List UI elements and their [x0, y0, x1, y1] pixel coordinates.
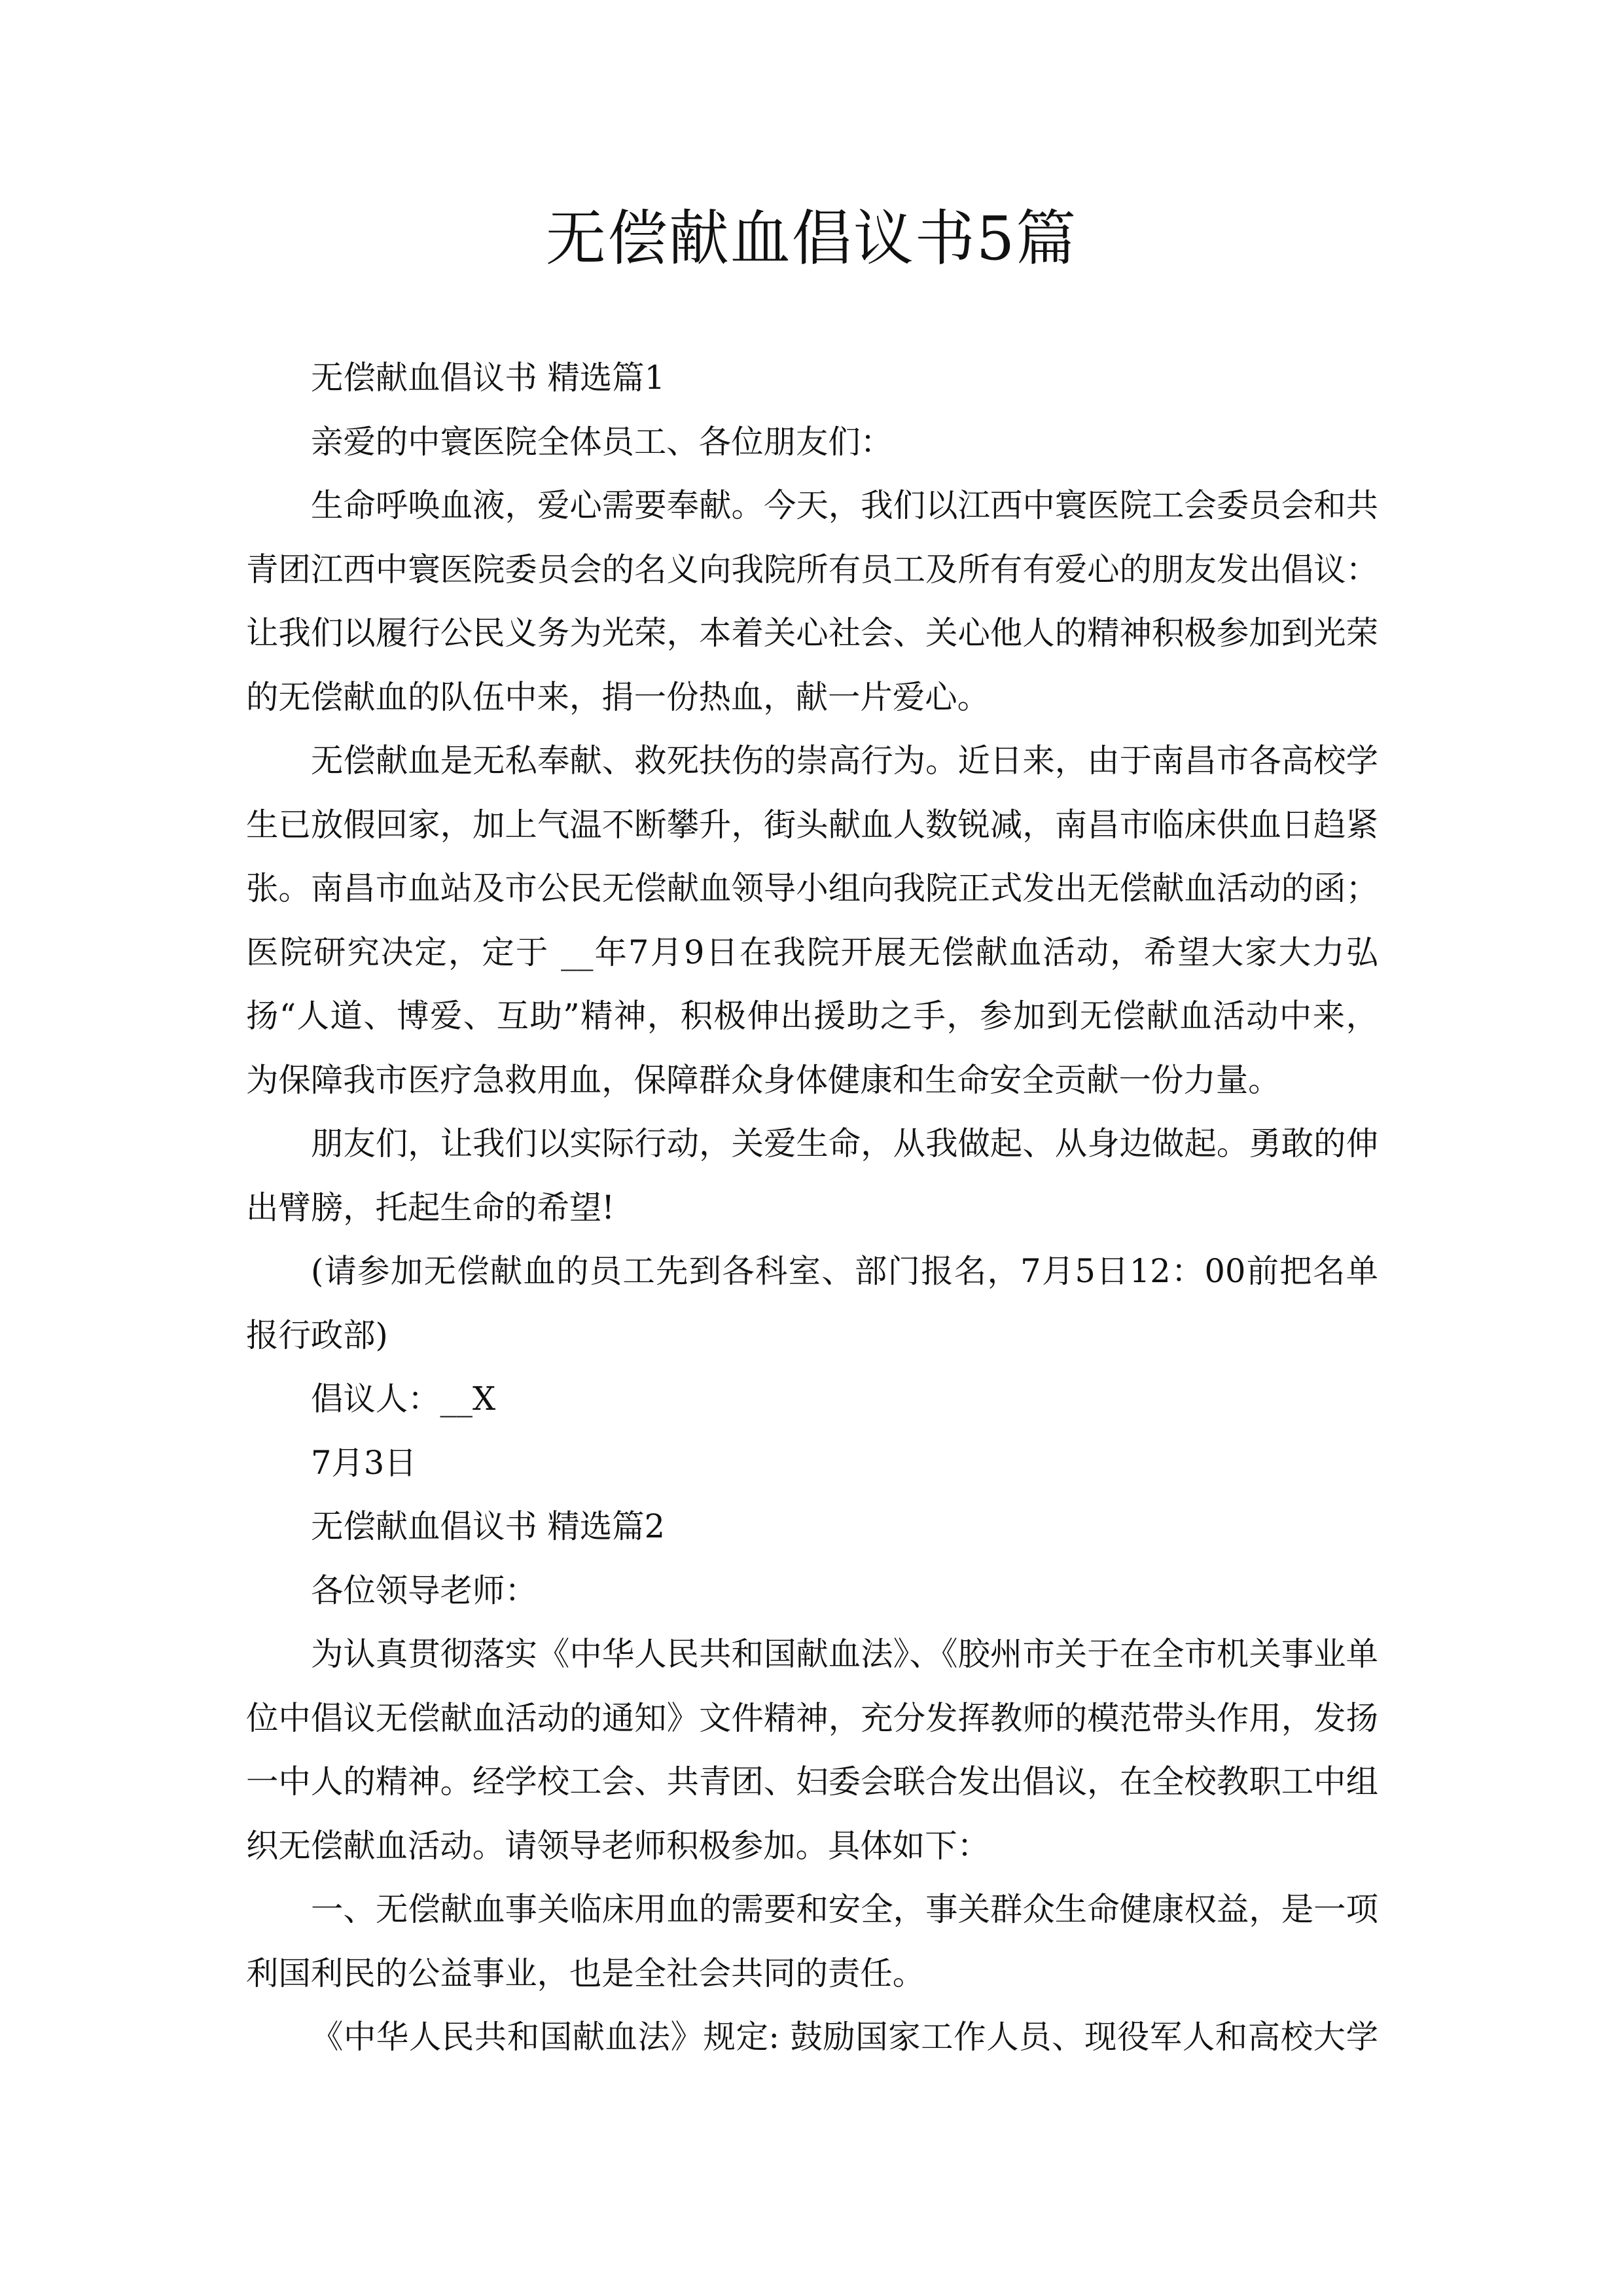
- paragraph: [246, 729, 1378, 1112]
- paragraph: [246, 1559, 1378, 1623]
- document-body: [246, 346, 1378, 2070]
- text-line: 7月3日: [311, 1443, 417, 1482]
- text-line: 扬“人道、博爱、互助”精神，积极伸出援助之手，参加到无偿献血活动中来，: [246, 997, 1378, 1035]
- text-line: 为保障我市医疗急救用血，保障群众身体健康和生命安全贡献一份力量。: [246, 1060, 1281, 1099]
- text-line: 《中华人民共和国献血法》规定: 鼓励国家工作人员、现役军人和高校大学: [311, 2018, 1378, 2056]
- paragraph: [246, 346, 1378, 410]
- text-line: 青团江西中寰医院委员会的名义向我院所有员工及所有有爱心的朋友发出倡议：: [246, 550, 1378, 588]
- text-line: 一、无偿献血事关临床用血的需要和安全，事关群众生命健康权益，是一项: [311, 1890, 1378, 1928]
- text-line: 张。南昌市血站及市公民无偿献血领导小组向我院正式发出无偿献血活动的函；: [246, 869, 1378, 907]
- text-line: 让我们以履行公民义务为光荣，本着关心社会、关心他人的精神积极参加到光荣: [246, 614, 1378, 652]
- text-line: 生命呼唤血液，爱心需要奉献。今天，我们以江西中寰医院工会委员会和共: [311, 486, 1378, 524]
- paragraph: [246, 1431, 1378, 1496]
- text-line: 的无偿献血的队伍中来，捐一份热血，献一片爱心。: [246, 677, 990, 716]
- text-line: 利国利民的公益事业，也是全社会共同的责任。: [246, 1954, 925, 1992]
- paragraph: [246, 1495, 1378, 1559]
- paragraph: [246, 474, 1378, 729]
- text-line: 朋友们，让我们以实际行动，关爱生命，从我做起、从身边做起。勇敢的伸: [311, 1124, 1378, 1162]
- text-line: 报行政部): [246, 1316, 388, 1354]
- text-line: 亲爱的中寰医院全体员工、各位朋友们：: [311, 422, 893, 461]
- paragraph: [246, 2005, 1378, 2070]
- paragraph: [246, 1878, 1378, 2005]
- paragraph: [246, 1112, 1378, 1240]
- text-line: 无偿献血倡议书 精选篇1: [311, 359, 666, 397]
- text-line: 无偿献血倡议书 精选篇2: [311, 1507, 666, 1545]
- document-title: 无偿献血倡议书5篇: [545, 204, 1078, 274]
- text-line: 各位领导老师：: [311, 1571, 537, 1609]
- text-line: 倡议人：__X: [311, 1380, 496, 1418]
- text-line: 出臂膀，托起生命的希望!: [246, 1188, 615, 1227]
- text-line: 生已放假回家，加上气温不断攀升，街头献血人数锐减，南昌市临床供血日趋紧: [246, 805, 1378, 844]
- paragraph: [246, 1240, 1378, 1367]
- text-line: (请参加无偿献血的员工先到各科室、部门报名，7月5日12：00前把名单: [311, 1252, 1378, 1290]
- paragraph: [246, 410, 1378, 475]
- text-line: 位中倡议无偿献血活动的通知》文件精神，充分发挥教师的模范带头作用，发扬: [246, 1698, 1378, 1737]
- text-line: 为认真贯彻落实《中华人民共和国献血法》、《胶州市关于在全市机关事业单: [311, 1635, 1378, 1673]
- text-line: 织无偿献血活动。请领导老师积极参加。具体如下：: [246, 1826, 990, 1865]
- text-line: 医院研究决定，定于 __年7月9日在我院开展无偿献血活动，希望大家大力弘: [246, 933, 1378, 971]
- text-line: 无偿献血是无私奉献、救死扶伤的崇高行为。近日来，由于南昌市各高校学: [311, 742, 1378, 780]
- paragraph: [246, 1623, 1378, 1878]
- text-line: 一中人的精神。经学校工会、共青团、妇委会联合发出倡议，在全校教职工中组: [246, 1763, 1378, 1801]
- paragraph: [246, 1367, 1378, 1431]
